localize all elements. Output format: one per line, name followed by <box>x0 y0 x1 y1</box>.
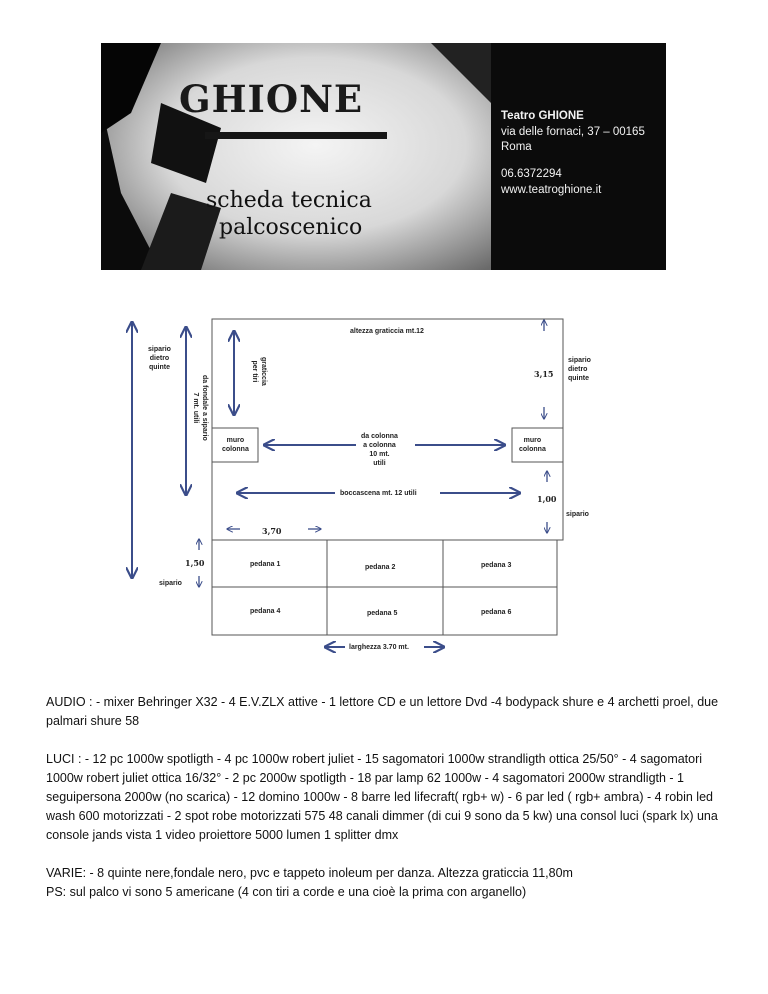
audio-paragraph: AUDIO : - mixer Behringer X32 - 4 E.V.ZLX attive - 1 lettore CD e un lettore Dvd -4 bodypack shure e 4 archetti proel, due palmari shure 58 <box>46 695 719 728</box>
website: www.teatroghione.it <box>501 184 602 196</box>
label-larghezza: larghezza 3.70 mt. <box>349 644 409 651</box>
label-1-00: 1,00 <box>537 494 557 504</box>
luci-paragraph: LUCI : - 12 pc 1000w spotligth - 4 pc 1000w robert juliet - 15 sagomatori 1000w strandligth ottica 25/50° - 4 sagomatori 1000w robert juliet ottica 16/32° - 2 pc 2000w spotligth - 18 par lamp 62 1000w - 4 sagomatori 2000w strandligth - 1 seguipersona 2000w (no scarica) - 12 domino 1000w - 8 barre led lifecraft( rgb+ w) - 6 par led ( rgb+ ambra) - 4 robin led wash 600 motorizzati - 2 spot robe motorizzati 575 48 canali dimmer (di cui 9 sono da 5 kw) una consol luci (spark lx) una console jands vista 1 video proiettore 5000 lumen 1 splitter dmx <box>46 752 718 842</box>
label-3-15: 3,15 <box>534 369 554 379</box>
subtitle-line1: scheda tecnica <box>206 188 372 213</box>
pedana-5: pedana 5 <box>367 610 398 617</box>
address-line2: Roma <box>501 141 532 153</box>
stage-diagram <box>0 300 768 670</box>
subtitle-line2: palcoscenico <box>219 215 363 240</box>
label-graticcia-per-tiri: graticcia per tiri <box>251 357 267 386</box>
header-banner <box>101 43 666 270</box>
label-sipario-right: sipario <box>566 511 589 518</box>
label-muro-colonna-right: muro colonna <box>519 437 546 453</box>
label-1-50: 1,50 <box>185 558 205 568</box>
pedana-4: pedana 4 <box>250 608 281 615</box>
ps-paragraph: PS: sul palco vi sono 5 americane (4 con tiri a corde e una cioè la prima con arganello) <box>46 885 527 899</box>
pedana-1: pedana 1 <box>250 561 281 568</box>
varie-paragraph: VARIE: - 8 quinte nere,fondale nero, pvc e tappeto inoleum per danza. Altezza graticcia 11,80m <box>46 866 573 880</box>
logo-decoration <box>205 132 387 139</box>
label-muro-colonna-left: muro colonna <box>222 437 249 453</box>
label-sipario-dietro-quinte-left: sipario dietro quinte <box>148 346 171 371</box>
pedana-3: pedana 3 <box>481 562 512 569</box>
logo-title: GHIONE <box>179 77 364 121</box>
label-boccascena: boccascena mt. 12 utili <box>340 490 417 497</box>
phone: 06.6372294 <box>501 168 562 180</box>
address-line1: via delle fornaci, 37 – 00165 <box>501 126 645 138</box>
label-altezza-graticcia: altezza graticcia mt.12 <box>350 328 424 335</box>
label-da-fondale: da fondale a sipario 7 mt. utili <box>192 375 208 441</box>
pedana-2: pedana 2 <box>365 564 396 571</box>
theatre-name: Teatro GHIONE <box>501 110 584 122</box>
label-da-colonna: da colonna a colonna 10 mt. utili <box>361 433 398 467</box>
label-sipario-left: sipario <box>159 580 182 587</box>
label-sipario-dietro-quinte-right: sipario dietro quinte <box>568 357 591 382</box>
label-3-70: 3,70 <box>262 526 282 536</box>
pedana-6: pedana 6 <box>481 609 512 616</box>
